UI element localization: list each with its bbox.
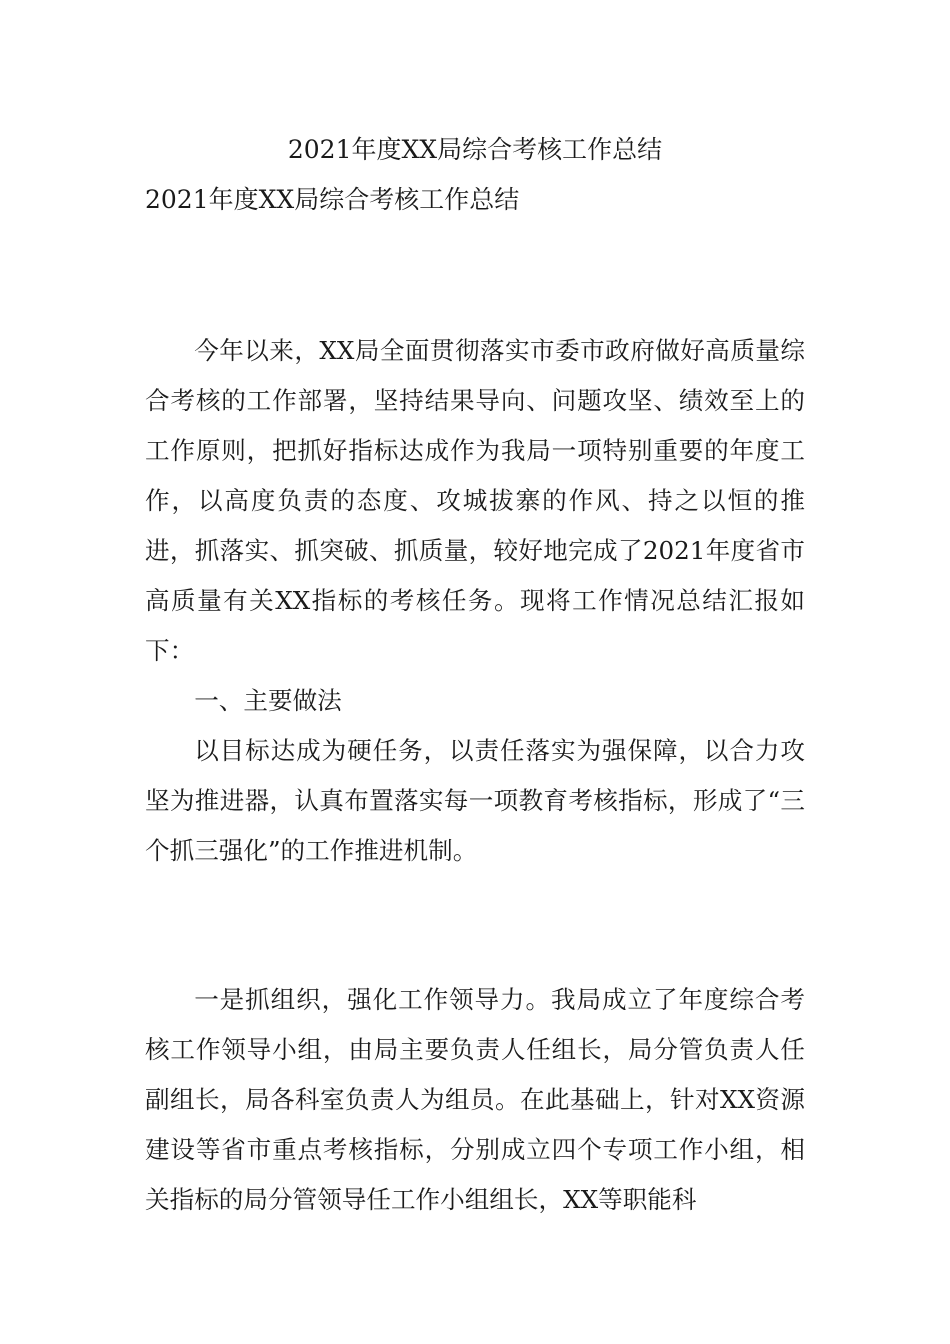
body-section-intro <box>145 326 805 876</box>
document-title: 2021年度XX局综合考核工作总结 <box>287 135 663 164</box>
body-section-organization <box>145 975 805 1225</box>
paragraph-practices: 以目标达成为硬任务，以责任落实为强保障，以合力攻坚为推进器，认真布置落实每一项教育考核指标，形成了“三个抓三强化”的工作推进机制。 <box>145 736 805 865</box>
document-subtitle: 2021年度XX局综合考核工作总结 <box>145 185 520 214</box>
paragraph-intro: 今年以来，XX局全面贯彻落实市委市政府做好高质量综合考核的工作部署，坚持结果导向、问题攻坚、绩效至上的工作原则，把抓好指标达成作为我局一项特别重要的年度工作，以高度负责的态度、攻城拔寨的作风、持之以恒的推进，抓落实、抓突破、抓质量，较好地完成了2021年度省市高质量有关XX指标的考核任务。现将工作情况总结汇报如下： <box>145 336 805 665</box>
section-heading-main-practices: 一、主要做法 <box>194 686 342 715</box>
paragraph-organization: 一是抓组织，强化工作领导力。我局成立了年度综合考核工作领导小组，由局主要负责人任组长，局分管负责人任副组长，局各科室负责人为组员。在此基础上，针对XX资源建设等省市重点考核指标，分别成立四个专项工作小组，相关指标的局分管领导任工作小组组长，XX等职能科 <box>145 985 805 1214</box>
